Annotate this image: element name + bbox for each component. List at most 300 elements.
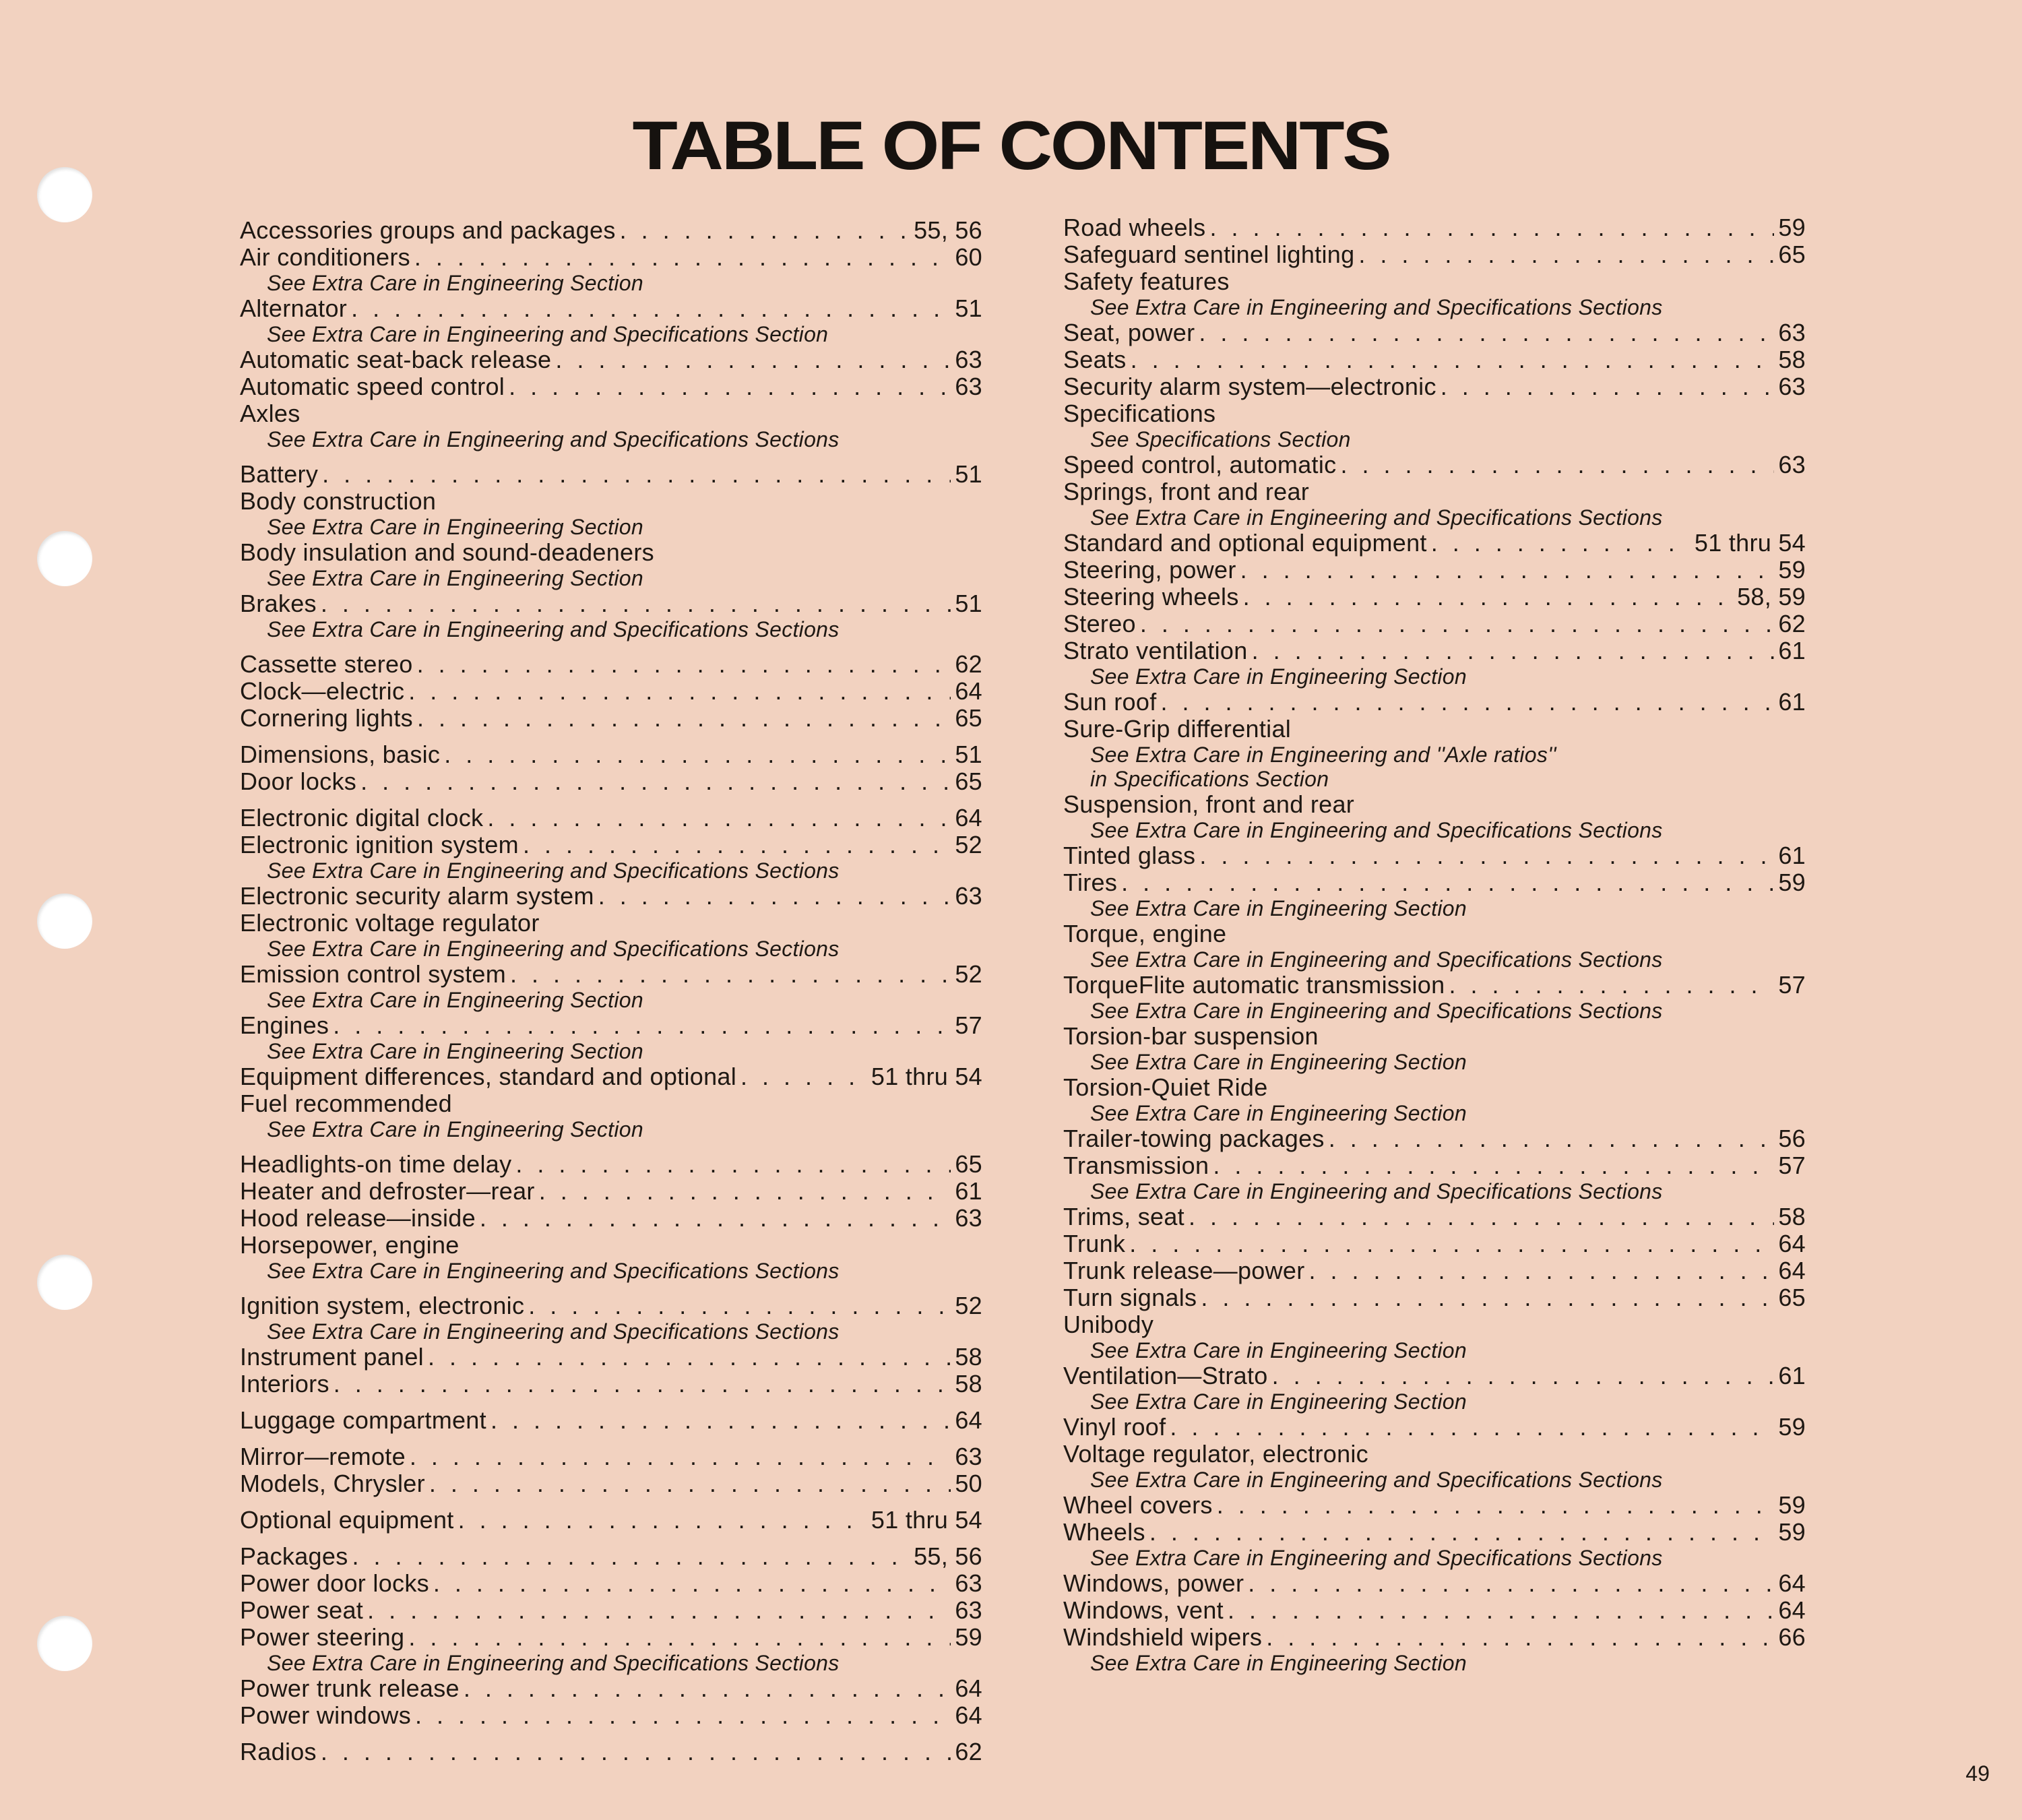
toc-entry-label: Cassette stereo [240,650,413,678]
toc-entry [240,488,982,515]
toc-entry-label: Steering, power [1063,556,1236,584]
toc-entry [1063,716,1806,743]
toc-entry-page: 65 [1778,241,1806,268]
toc-entry-label: Trunk release—power [1063,1257,1305,1284]
toc-entry-note: See Extra Care in Engineering and Specifications Sections [267,1651,840,1675]
toc-entry-label: Horsepower, engine [240,1231,460,1259]
toc-entry-note: See Extra Care in Engineering and Specifications Sections [1090,295,1663,319]
toc-entry [240,400,982,427]
toc-entry-page: 62 [955,1738,982,1765]
toc-entry-page: 55, 56 [914,1542,982,1570]
toc-entry-page: 61 [1778,637,1806,664]
toc-left-column [240,217,982,1765]
toc-entry-label: Electronic voltage regulator [240,909,540,937]
toc-entry [240,1570,982,1597]
toc-entry [240,1178,982,1205]
toc-entry-label: Windshield wipers [1063,1623,1263,1651]
dot-leader [1217,1492,1775,1519]
dot-leader [410,1443,951,1470]
section-gap [240,641,982,651]
toc-entry [240,1371,982,1398]
toc-entry-page: 61 [955,1177,982,1205]
binder-hole [37,531,92,586]
dot-leader [321,590,951,617]
toc-entry-label: Trims, seat [1063,1203,1184,1230]
toc-entry-label: Interiors [240,1370,329,1398]
toc-entry-note: See Extra Care in Engineering and ''Axle ratios'' [1090,743,1556,767]
toc-entry-page: 59 [1778,869,1806,896]
toc-entry [240,1292,982,1319]
toc-entry-page: 65 [1778,1284,1806,1311]
dot-leader [464,1675,951,1702]
toc-entry-note: See Extra Care in Engineering and Specifications Sections [1090,999,1663,1023]
dot-leader [1170,1414,1774,1441]
toc-entry [240,1470,982,1497]
toc-entry [1063,319,1806,346]
dot-leader [1199,319,1774,346]
toc-entry-note: See Extra Care in Engineering Section [267,515,643,539]
toc-entry-label: Road wheels [1063,214,1206,241]
dot-leader [510,961,951,988]
toc-entry [1063,346,1806,373]
toc-entry-label: Torsion-Quiet Ride [1063,1073,1268,1101]
section-gap [240,1141,982,1151]
page-number: 49 [1965,1761,1990,1786]
toc-entry-page: 64 [955,1406,982,1434]
dot-leader [428,1344,951,1371]
toc-entry-label: Fuel recommended [240,1090,452,1117]
toc-entry [1063,241,1806,268]
section-gap [240,1283,982,1292]
toc-entry-page: 63 [955,346,982,373]
dot-leader [1340,451,1774,478]
page-title: TABLE OF CONTENTS [632,107,1390,184]
toc-entry-label: Seats [1063,346,1127,373]
toc-entry-label: Sun roof [1063,688,1157,716]
toc-entry-page: 51 [955,460,982,488]
toc-entry-label: Automatic speed control [240,373,505,400]
toc-entry-page: 52 [955,960,982,988]
toc-entry-label: Hood release—inside [240,1204,476,1232]
dot-leader [539,1178,951,1205]
toc-entry-page: 51 [955,741,982,768]
toc-entry [240,768,982,795]
toc-entry [1063,268,1806,295]
toc-entry-page: 59 [955,1623,982,1651]
toc-entry-note: See Extra Care in Engineering Section [1090,1651,1467,1675]
toc-entry [1063,530,1806,557]
toc-entry [1063,478,1806,505]
toc-entry-label: Power steering [240,1623,405,1651]
dot-leader [740,1063,867,1090]
toc-entry [1063,1230,1806,1257]
toc-entry-label: Dimensions, basic [240,741,441,768]
toc-entry [240,539,982,566]
toc-entry-page: 63 [955,1443,982,1470]
dot-leader [1358,241,1774,268]
dot-leader [1248,1570,1774,1597]
binder-hole [37,893,92,949]
toc-entry-label: Wheel covers [1063,1491,1213,1519]
dot-leader [1240,557,1775,584]
toc-entry-page: 63 [1778,373,1806,400]
toc-entry-label: Clock—electric [240,677,405,705]
toc-entry-label: Trailer-towing packages [1063,1125,1325,1152]
toc-entry-label: Headlights-on time delay [240,1150,512,1178]
toc-entry-page: 62 [955,650,982,678]
toc-entry-page: 57 [1778,971,1806,999]
toc-entry-label: Door locks [240,767,357,795]
toc-entry [1063,972,1806,999]
toc-entry [1063,1492,1806,1519]
toc-entry-note: See Extra Care in Engineering Section [267,271,643,295]
toc-entry [240,1063,982,1090]
toc-entry [240,651,982,678]
toc-entry-note: See Extra Care in Engineering Section [1090,896,1467,920]
toc-entry [240,1597,982,1624]
toc-entry-page: 64 [1778,1569,1806,1597]
toc-entry-label: Battery [240,460,319,488]
toc-entry-note: See Extra Care in Engineering Section [1090,664,1467,689]
toc-entry [1063,1257,1806,1284]
toc-entry-note: See Extra Care in Engineering Section [267,1117,643,1141]
toc-entry [1063,1284,1806,1311]
toc-entry-page: 58 [955,1370,982,1398]
toc-entry [1063,400,1806,427]
toc-entry-label: Wheels [1063,1518,1145,1546]
toc-entry-label: Safeguard sentinel lighting [1063,241,1355,268]
toc-entry-page: 62 [1778,610,1806,637]
dot-leader [1431,530,1691,557]
dot-leader [417,651,951,678]
toc-entry-label: Sure-Grip differential [1063,715,1292,743]
toc-entry-label: Windows, vent [1063,1596,1224,1624]
toc-entry-label: Air conditioners [240,243,410,271]
section-gap [240,1398,982,1407]
toc-entry-label: Tires [1063,869,1118,896]
dot-leader [1243,584,1733,610]
toc-entry-page: 64 [955,1674,982,1702]
toc-entry-label: Heater and defroster—rear [240,1177,535,1205]
toc-entry-note: See Extra Care in Engineering Section [1090,1338,1467,1362]
toc-entry-page: 57 [955,1011,982,1039]
dot-leader [1131,346,1775,373]
section-gap [240,795,982,805]
toc-entry-page: 55, 56 [914,216,982,244]
toc-entry-label: Unibody [1063,1311,1154,1338]
toc-entry-label: Packages [240,1542,348,1570]
toc-entry-page: 61 [1778,842,1806,869]
toc-entry-label: Axles [240,400,301,427]
toc-entry [1063,214,1806,241]
toc-entry-page: 52 [955,831,982,858]
toc-entry-page: 50 [955,1470,982,1497]
toc-entry-note: in Specifications Section [1090,767,1329,791]
toc-entry-label: Power door locks [240,1569,429,1597]
dot-leader [1441,373,1775,400]
toc-entry-label: Automatic seat-back release [240,346,552,373]
toc-entry [240,217,982,244]
toc-entry-label: Body construction [240,487,437,515]
toc-entry [240,244,982,271]
toc-entry-label: Steering wheels [1063,583,1239,610]
toc-entry [240,1407,982,1434]
toc-entry-page: 51 thru 54 [871,1063,982,1090]
dot-leader [408,678,951,705]
toc-entry [1063,637,1806,664]
toc-entry [1063,1311,1806,1338]
dot-leader [1228,1597,1774,1624]
toc-entry-label: Brakes [240,590,317,617]
dot-leader [1199,842,1774,869]
toc-entry-note: See Specifications Section [1090,427,1351,451]
toc-entry-label: Alternator [240,294,348,322]
toc-entry-label: Torque, engine [1063,920,1227,947]
toc-entry-page: 59 [1778,1518,1806,1546]
dot-leader [351,295,951,322]
dot-leader [458,1507,867,1534]
dot-leader [1213,1152,1774,1179]
toc-entry-label: Optional equipment [240,1506,454,1534]
dot-leader [433,1570,951,1597]
dot-leader [415,1702,951,1729]
toc-entry-page: 63 [955,373,982,400]
section-gap [240,451,982,461]
toc-entry [240,1012,982,1039]
toc-entry [1063,1152,1806,1179]
toc-entry-label: Strato ventilation [1063,637,1248,664]
toc-entry-label: Mirror—remote [240,1443,406,1470]
toc-entry [1063,584,1806,610]
toc-entry-note: See Extra Care in Engineering and Specifications Sections [1090,1468,1663,1492]
toc-entry-label: Models, Chrysler [240,1470,425,1497]
dot-leader [408,1624,951,1651]
toc-entry-label: Suspension, front and rear [1063,790,1355,818]
toc-entry-page: 64 [955,804,982,831]
toc-entry-page: 58, 59 [1737,583,1806,610]
toc-entry-label: Engines [240,1011,329,1039]
toc-entry-note: See Extra Care in Engineering Section [1090,1389,1467,1414]
dot-leader [1129,1230,1774,1257]
toc-entry [240,346,982,373]
toc-entry-note: See Extra Care in Engineering Section [267,1039,643,1063]
toc-entry-label: Specifications [1063,400,1216,427]
dot-leader [620,217,910,244]
toc-entry [240,805,982,831]
toc-entry-page: 58 [1778,346,1806,373]
toc-entry-label: Accessories groups and packages [240,216,616,244]
toc-entry-page: 65 [955,767,982,795]
toc-entry-label: Standard and optional equipment [1063,529,1427,557]
toc-entry [1063,869,1806,896]
toc-entry-page: 61 [1778,1362,1806,1389]
toc-entry [1063,1624,1806,1651]
section-gap [240,1434,982,1443]
toc-entry [240,1738,982,1765]
toc-entry [1063,1441,1806,1468]
toc-entry [1063,842,1806,869]
toc-entry-label: Springs, front and rear [1063,478,1310,505]
toc-right-column [1063,214,1806,1675]
dot-leader [352,1543,910,1570]
toc-entry [240,1624,982,1651]
toc-entry-page: 52 [955,1292,982,1319]
toc-entry [240,1232,982,1259]
toc-entry [240,590,982,617]
toc-entry-note: See Extra Care in Engineering Section [1090,1050,1467,1074]
dot-leader [1121,869,1774,896]
toc-entry-note: See Extra Care in Engineering and Specifications Section [267,322,829,346]
toc-entry-page: 63 [955,1204,982,1232]
toc-entry-page: 61 [1778,688,1806,716]
toc-entry-label: Safety features [1063,268,1230,295]
dot-leader [417,705,951,732]
toc-entry-label: Body insulation and sound-deadeners [240,538,654,566]
toc-entry-note: See Extra Care in Engineering and Specifications Sections [267,1259,840,1283]
toc-entry-label: Tinted glass [1063,842,1196,869]
toc-entry-label: Ventilation—Strato [1063,1362,1268,1389]
dot-leader [1329,1125,1775,1152]
toc-entry-note: See Extra Care in Engineering and Specifications Sections [1090,947,1663,972]
toc-entry [240,831,982,858]
toc-entry-page: 59 [1778,1491,1806,1519]
toc-entry-page: 63 [955,882,982,910]
toc-entry-page: 58 [1778,1203,1806,1230]
dot-leader [1266,1624,1774,1651]
toc-entry-note: See Extra Care in Engineering and Specifications Sections [267,858,840,883]
dot-leader [598,883,951,910]
dot-leader [480,1205,951,1232]
toc-entry [240,705,982,732]
toc-entry-label: Power windows [240,1701,412,1729]
dot-leader [414,244,951,271]
toc-entry-page: 58 [955,1343,982,1371]
dot-leader [334,1371,951,1398]
dot-leader [515,1151,951,1178]
toc-entry [240,741,982,768]
dot-leader [523,831,951,858]
toc-entry-label: Ignition system, electronic [240,1292,525,1319]
toc-entry [240,961,982,988]
toc-entry-label: Trunk [1063,1230,1126,1257]
toc-entry [240,373,982,400]
toc-entry [240,1675,982,1702]
toc-entry-note: See Extra Care in Engineering Section [267,566,643,590]
toc-entry-label: Vinyl roof [1063,1413,1166,1441]
dot-leader [360,768,951,795]
dot-leader [1252,637,1775,664]
toc-entry-label: Speed control, automatic [1063,451,1337,478]
toc-entry-label: Power seat [240,1596,364,1624]
toc-entry-label: Stereo [1063,610,1136,637]
toc-entry-page: 63 [1778,451,1806,478]
toc-entry-page: 63 [1778,319,1806,346]
toc-entry-page: 59 [1778,214,1806,241]
toc-entry-label: Transmission [1063,1152,1209,1179]
toc-entry [1063,1362,1806,1389]
toc-entry-note: See Extra Care in Engineering Section [267,988,643,1012]
dot-leader [487,805,951,831]
toc-entry-note: See Extra Care in Engineering and Specifications Sections [267,617,840,641]
toc-entry-page: 64 [1778,1230,1806,1257]
toc-entry-label: Seat, power [1063,319,1195,346]
dot-leader [333,1012,951,1039]
toc-entry-page: 64 [955,1701,982,1729]
toc-entry-page: 51 [955,590,982,617]
section-gap [240,1729,982,1738]
toc-entry [1063,1414,1806,1441]
toc-entry-label: Torsion-bar suspension [1063,1022,1319,1050]
toc-entry-page: 51 thru 54 [1694,529,1806,557]
toc-entry-page: 51 thru 54 [871,1506,982,1534]
toc-entry-note: See Extra Care in Engineering and Specifications Sections [267,1319,840,1344]
dot-leader [1272,1362,1775,1389]
toc-entry-label: Turn signals [1063,1284,1197,1311]
toc-entry [240,1702,982,1729]
dot-leader [1189,1203,1774,1230]
toc-entry [1063,451,1806,478]
toc-entry-page: 64 [1778,1596,1806,1624]
toc-entry-label: Instrument panel [240,1343,424,1371]
toc-entry [240,461,982,488]
toc-entry [1063,1597,1806,1624]
dot-leader [555,346,951,373]
toc-entry-page: 57 [1778,1152,1806,1179]
toc-entry [240,1507,982,1534]
dot-leader [491,1407,951,1434]
toc-entry-label: Emission control system [240,960,507,988]
toc-entry [240,1205,982,1232]
binder-hole [37,1616,92,1671]
toc-entry [1063,1519,1806,1546]
toc-entry [240,1151,982,1178]
toc-entry-page: 59 [1778,556,1806,584]
toc-entry-label: Luggage compartment [240,1406,486,1434]
dot-leader [1209,214,1774,241]
toc-entry [1063,373,1806,400]
dot-leader [322,461,951,488]
toc-entry-note: See Extra Care in Engineering and Specifications Sections [267,937,840,961]
toc-entry [240,1443,982,1470]
toc-entry-note: See Extra Care in Engineering and Specifications Sections [267,427,840,451]
toc-entry-page: 64 [1778,1257,1806,1284]
toc-entry [1063,920,1806,947]
toc-entry [1063,1570,1806,1597]
toc-entry-page: 59 [1778,1413,1806,1441]
toc-entry-page: 60 [955,243,982,271]
section-gap [240,1534,982,1543]
toc-entry-page: 51 [955,294,982,322]
dot-leader [367,1597,951,1624]
section-gap [240,1497,982,1507]
toc-entry-page: 65 [955,704,982,732]
toc-entry-label: Security alarm system—electronic [1063,373,1436,400]
toc-entry [240,678,982,705]
toc-entry-page: 66 [1778,1623,1806,1651]
toc-entry-page: 56 [1778,1125,1806,1152]
dot-leader [509,373,951,400]
toc-entry [1063,689,1806,716]
toc-entry-label: Voltage regulator, electronic [1063,1440,1368,1468]
toc-entry-page: 64 [955,677,982,705]
dot-leader [1201,1284,1774,1311]
toc-entry-note: See Extra Care in Engineering Section [1090,1101,1467,1125]
toc-entry [1063,1023,1806,1050]
toc-entry-page: 65 [955,1150,982,1178]
dot-leader [528,1292,951,1319]
toc-entry [240,1090,982,1117]
toc-entry [1063,557,1806,584]
